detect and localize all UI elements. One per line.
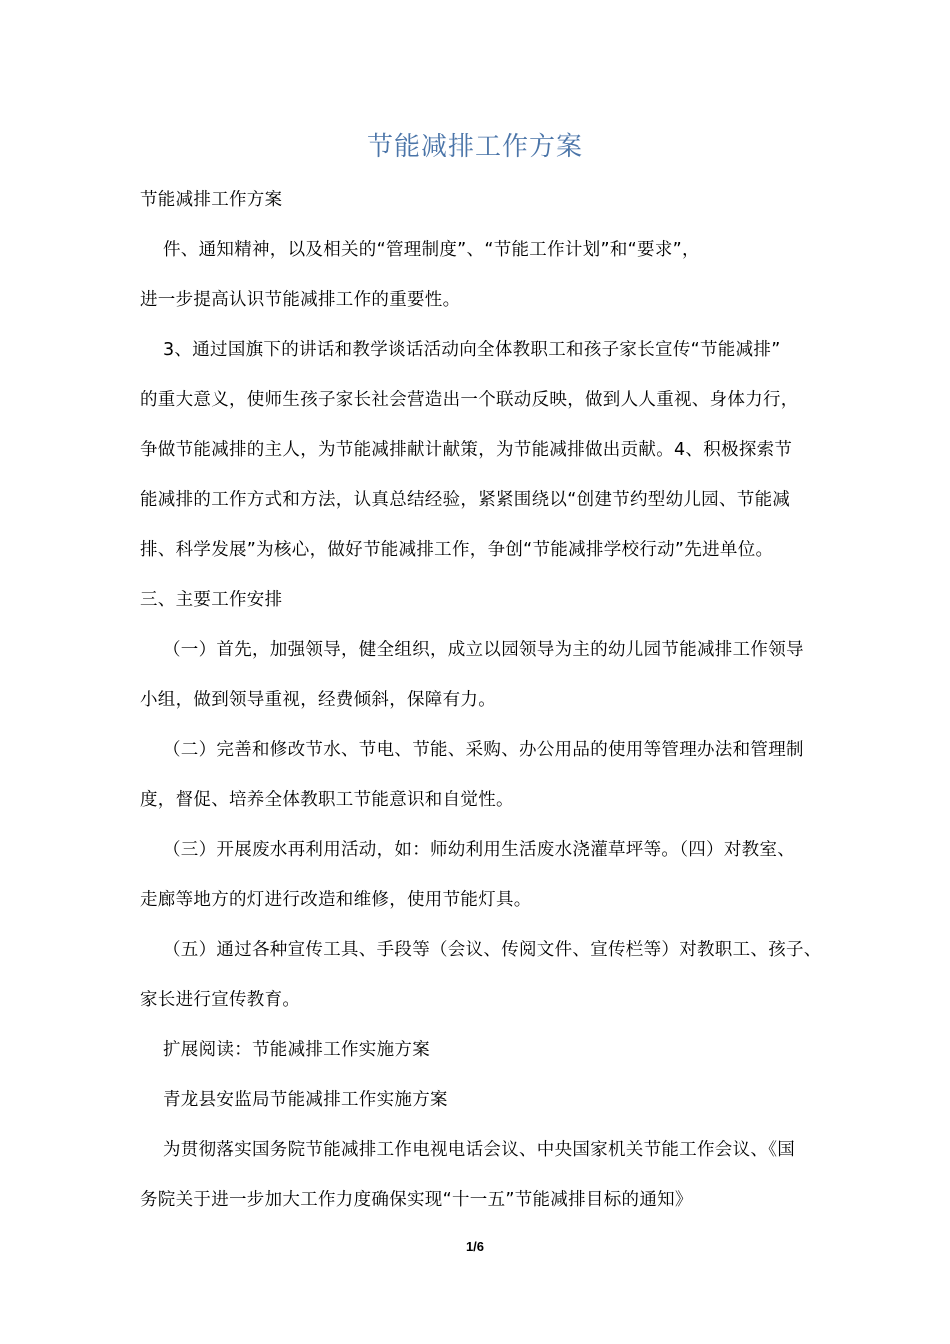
text-line: 青龙县安监局节能减排工作实施方案	[163, 1090, 448, 1110]
section-heading: 三、主要工作安排	[140, 590, 283, 610]
text-line: 3、通过国旗下的讲话和教学谈话活动向全体教职工和孩子家长宣传“节能减排”	[163, 340, 781, 360]
text-line: 件、通知精神，以及相关的“管理制度”、“节能工作计划”和“要求”，	[163, 240, 700, 260]
text-line: 为贯彻落实国务院节能减排工作电视电话会议、中央国家机关节能工作会议、《国	[163, 1140, 796, 1160]
text-line: 小组，做到领导重视，经费倾斜，保障有力。	[140, 690, 496, 710]
text-line: （三）开展废水再利用活动，如：师幼利用生活废水浇灌草坪等。（四）对教室、	[163, 840, 796, 860]
text-line: 的重大意义，使师生孩子家长社会营造出一个联动反映，做到人人重视、身体力行，	[140, 390, 799, 410]
text-line: （五）通过各种宣传工具、手段等（会议、传阅文件、宣传栏等）对教职工、孩子、	[163, 940, 822, 960]
text-line: 务院关于进一步加大工作力度确保实现“十一五”节能减排目标的通知》	[140, 1190, 693, 1210]
page-number: 1/6	[465, 1239, 485, 1254]
text-line: 扩展阅读：节能减排工作实施方案	[163, 1040, 430, 1060]
text-line: 排、科学发展”为核心，做好节能减排工作，争创“节能减排学校行动”先进单位。	[140, 540, 774, 560]
text-line: （二）完善和修改节水、节电、节能、采购、办公用品的使用等管理办法和管理制	[163, 740, 804, 760]
text-line: 走廊等地方的灯进行改造和维修，使用节能灯具。	[140, 890, 532, 910]
document-title: 节能减排工作方案	[366, 132, 583, 162]
text-line: （一）首先，加强领导，健全组织，成立以园领导为主的幼儿园节能减排工作领导	[163, 640, 804, 660]
text-line: 家长进行宣传教育。	[140, 990, 301, 1010]
text-line: 能减排的工作方式和方法，认真总结经验，紧紧围绕以“创建节约型幼儿园、节能减	[140, 490, 791, 510]
text-line: 争做节能减排的主人，为节能减排献计献策，为节能减排做出贡献。4、积极探索节	[140, 440, 793, 460]
text-line: 节能减排工作方案	[140, 190, 283, 210]
text-line: 度，督促、培养全体教职工节能意识和自觉性。	[140, 790, 514, 810]
text-line: 进一步提高认识节能减排工作的重要性。	[140, 290, 461, 310]
